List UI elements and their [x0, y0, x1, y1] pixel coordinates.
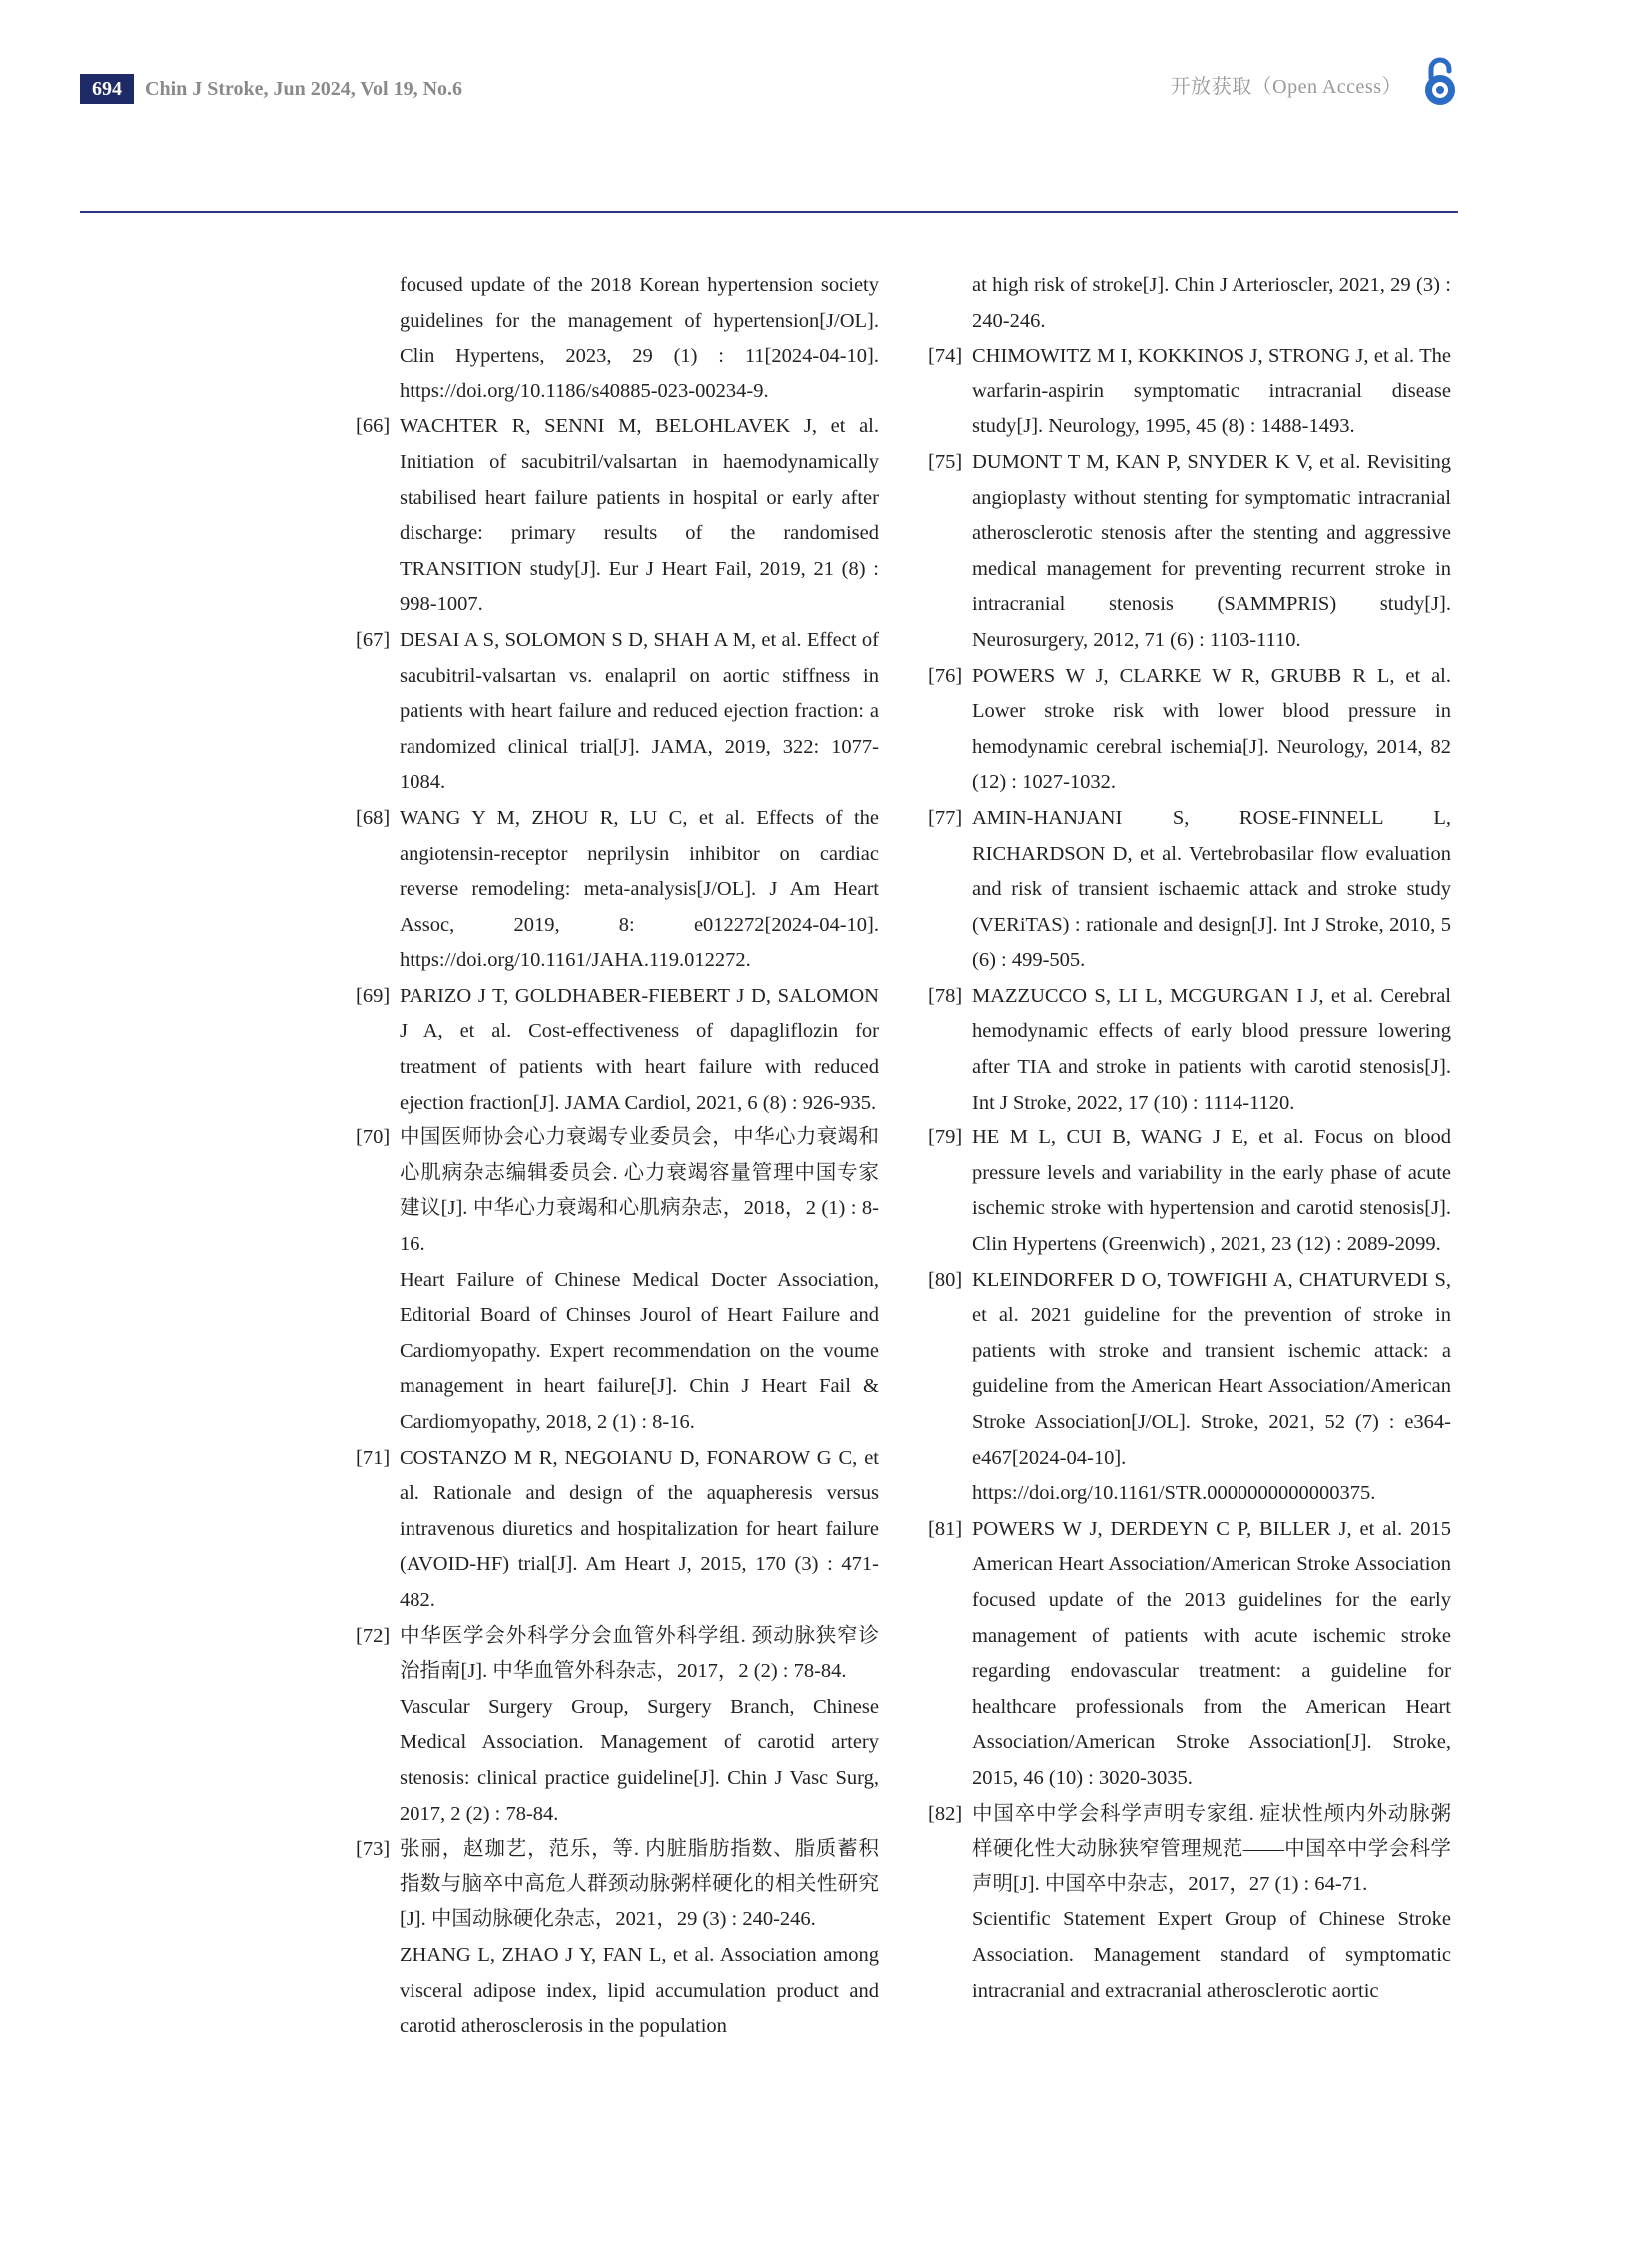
page-header — [0, 0, 1652, 140]
reference-item — [928, 1797, 1451, 2010]
reference-text: Scientific Statement Expert Group of Chinese Stroke Association. Management standard of symptomatic intracranial and extracranial atherosclerotic aortic — [972, 1908, 1451, 2002]
reference-number: [79] — [928, 1126, 963, 1149]
reference-item — [356, 409, 879, 623]
reference-item — [928, 801, 1451, 979]
reference-item — [356, 1441, 879, 1619]
reference-number: [67] — [356, 628, 391, 651]
reference-number: [82] — [928, 1802, 963, 1825]
reference-text: 中国卒中学会科学声明专家组. 症状性颅内外动脉粥样硬化性大动脉狭窄管理规范——中国卒中学会科学声明[J]. 中国卒中杂志，2017，27 (1) : 64-71. — [972, 1802, 1451, 1895]
reference-text: 张丽，赵珈艺，范乐，等. 内脏脂肪指数、脂质蓄积指数与脑卒中高危人群颈动脉粥样硬化的相关性研究[J]. 中国动脉硬化杂志，2021，29 (3) : 240-246. — [400, 1838, 879, 1931]
right-column — [928, 268, 1451, 2009]
reference-number: [70] — [356, 1126, 391, 1149]
reference-item — [356, 979, 879, 1120]
reference-number: [66] — [356, 415, 391, 438]
reference-item — [356, 801, 879, 979]
reference-text: HE M L, CUI B, WANG J E, et al. Focus on blood pressure levels and variability in the early phase of acute ischemic stroke with hypertension and carotid stenosis[J]. Clin Hypertens (Greenwich) , 2021, 23 (12) : 2089-2099. — [972, 1126, 1451, 1256]
reference-item — [356, 268, 879, 409]
reference-text: POWERS W J, CLARKE W R, GRUBB R L, et al. Lower stroke risk with lower blood pressure in hemodynamic cerebral ischemia[J]. Neurology, 2014, 82 (12) : 1027-1032. — [972, 664, 1451, 794]
reference-number: [78] — [928, 984, 963, 1007]
left-column — [356, 268, 879, 2045]
reference-item — [928, 1263, 1451, 1512]
reference-text: DUMONT T M, KAN P, SNYDER K V, et al. Revisiting angioplasty without stenting for symptomatic intracranial atherosclerotic stenosis after the stenting and aggressive medical management for preventing recurrent stroke in intracranial stenosis (SAMMPRIS) study[J]. Neurosurgery, 2012, 71 (6) : 1103-1110. — [972, 450, 1451, 651]
reference-text: WANG Y M, ZHOU R, LU C, et al. Effects of the angiotensin-receptor neprilysin inhibitor on cardiac reverse remodeling: meta-analysis[J/OL]. J Am Heart Assoc, 2019, 8: e012272[2024-04-10]. https://doi.org/10.1161/JAHA.119.012272. — [400, 806, 879, 972]
reference-item — [356, 1832, 879, 2045]
reference-number: [74] — [928, 345, 963, 368]
reference-text: MAZZUCCO S, LI L, MCGURGAN I J, et al. Cerebral hemodynamic effects of early blood pressure lowering after TIA and stroke in patients with carotid stenosis[J]. Int J Stroke, 2022, 17 (10) : 1114-1120. — [972, 984, 1451, 1114]
reference-number: [71] — [356, 1446, 391, 1469]
reference-item — [356, 623, 879, 801]
reference-item — [928, 1512, 1451, 1797]
reference-item — [928, 445, 1451, 659]
reference-number: [77] — [928, 806, 963, 829]
reference-text: DESAI A S, SOLOMON S D, SHAH A M, et al. Effect of sacubitril-valsartan vs. enalapril on aortic stiffness in patients with heart failure and reduced ejection fraction: a randomized clinical trial[J]. JAMA, 2019, 322: 1077-1084. — [400, 628, 879, 794]
reference-text: 中华医学会外科学分会血管外科学组. 颈动脉狭窄诊治指南[J]. 中华血管外科杂志，2017，2 (2) : 78-84. — [400, 1624, 879, 1683]
reference-number: [76] — [928, 664, 963, 687]
reference-item — [356, 1120, 879, 1440]
reference-number: [75] — [928, 450, 963, 473]
reference-text: COSTANZO M R, NEGOIANU D, FONAROW G C, et al. Rationale and design of the aquapheresis versus intravenous diuretics and hospitalization for heart failure (AVOID-HF) trial[J]. Am Heart J, 2015, 170 (3) : 471-482. — [400, 1446, 879, 1611]
reference-text: at high risk of stroke[J]. Chin J Arterioscler, 2021, 29 (3) : 240-246. — [972, 274, 1451, 332]
reference-text: 中国医师协会心力衰竭专业委员会，中华心力衰竭和心肌病杂志编辑委员会. 心力衰竭容量管理中国专家建议[J]. 中华心力衰竭和心肌病杂志，2018，2 (1) : 8-16. — [400, 1126, 879, 1256]
reference-number: [81] — [928, 1517, 963, 1540]
reference-item — [928, 268, 1451, 339]
reference-item — [928, 979, 1451, 1120]
reference-text: CHIMOWITZ M I, KOKKINOS J, STRONG J, et al. The warfarin-aspirin symptomatic intracranial disease study[J]. Neurology, 1995, 45 (8) : 1488-1493. — [972, 345, 1451, 438]
reference-item — [928, 1120, 1451, 1262]
reference-text: WACHTER R, SENNI M, BELOHLAVEK J, et al. Initiation of sacubitril/valsartan in haemodynamically stabilised heart failure patients in hospital or early after discharge: primary results of the randomised TRANSITION study[J]. Eur J Heart Fail, 2019, 21 (8) : 998-1007. — [400, 415, 879, 616]
open-access-lock-icon — [1422, 56, 1458, 106]
reference-number: [80] — [928, 1268, 963, 1291]
reference-number: [73] — [356, 1838, 391, 1861]
header-rule — [80, 211, 1458, 213]
reference-text: Vascular Surgery Group, Surgery Branch, Chinese Medical Association. Management of carotid artery stenosis: clinical practice guideline[J]. Chin J Vasc Surg, 2017, 2 (2) : 78-84. — [400, 1695, 879, 1825]
reference-number: [69] — [356, 984, 391, 1007]
reference-text: ZHANG L, ZHAO J Y, FAN L, et al. Association among visceral adipose index, lipid accumulation product and carotid atherosclerosis in the population — [400, 1943, 879, 2038]
journal-citation: Chin J Stroke, Jun 2024, Vol 19, No.6 — [145, 78, 463, 100]
reference-item — [928, 659, 1451, 801]
reference-number: [68] — [356, 806, 391, 829]
reference-text: Heart Failure of Chinese Medical Docter Association, Editorial Board of Chinses Jourol of Heart Failure and Cardiomyopathy. Expert recommendation on the voume management in heart failure[J]. Chin J Heart Fail & Cardiomyopathy, 2018, 2 (1) : 8-16. — [400, 1268, 879, 1433]
reference-text: PARIZO J T, GOLDHABER-FIEBERT J D, SALOMON J A, et al. Cost-effectiveness of dapagliflozin for treatment of patients with heart failure with reduced ejection fraction[J]. JAMA Cardiol, 2021, 6 (8) : 926-935. — [400, 984, 879, 1114]
reference-item — [356, 1619, 879, 1833]
reference-item — [928, 339, 1451, 445]
reference-text: POWERS W J, DERDEYN C P, BILLER J, et al. 2015 American Heart Association/American Stroke Association focused update of the 2013 guidelines for the early management of patients with acute ischemic stroke regarding endovascular treatment: a guideline for healthcare professionals from the American Heart Association/American Stroke Association[J]. Stroke, 2015, 46 (10) : 3020-3035. — [972, 1517, 1451, 1789]
reference-text: KLEINDORFER D O, TOWFIGHI A, CHATURVEDI S, et al. 2021 guideline for the prevention of stroke in patients with stroke and transient ischemic attack: a guideline from the American Heart Association/American Stroke Association[J/OL]. Stroke, 2021, 52 (7) : e364-e467[2024-04-10]. https://doi.org/10.1161/STR.0000000000000375. — [972, 1268, 1451, 1505]
open-access-label: 开放获取（Open Access） — [1170, 76, 1402, 98]
page-number: 694 — [80, 74, 134, 104]
reference-number: [72] — [356, 1624, 391, 1647]
reference-text: AMIN-HANJANI S, ROSE-FINNELL L, RICHARDSON D, et al. Vertebrobasilar flow evaluation and risk of transient ischaemic attack and stroke study (VERiTAS) : rationale and design[J]. Int J Stroke, 2010, 5 (6) : 499-505. — [972, 806, 1451, 972]
reference-text: focused update of the 2018 Korean hypertension society guidelines for the management of hypertension[J/OL]. Clin Hypertens, 2023, 29 (1) : 11[2024-04-10]. https://doi.org/10.1186/s40885-023-00234-9. — [400, 274, 879, 402]
